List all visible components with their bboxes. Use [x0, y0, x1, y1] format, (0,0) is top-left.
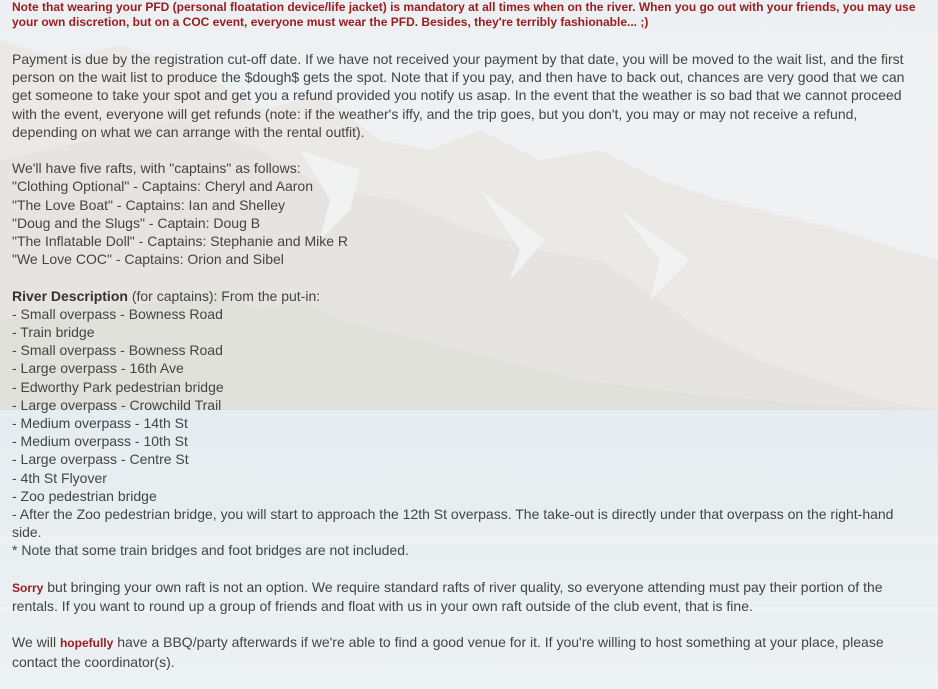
river-landmark-item: - Zoo pedestrian bridge	[12, 487, 157, 504]
river-description-heading-line	[12, 287, 917, 305]
river-description-subheading: (for captains): From the put-in:	[127, 287, 321, 304]
river-landmark-item: - Medium overpass - 14th St	[12, 415, 188, 432]
raft-item: "The Love Boat" - Captains: Ian and Shelley	[12, 196, 285, 213]
raft-policy-paragraph	[12, 578, 917, 615]
party-prefix: We will	[12, 634, 60, 651]
river-landmark-item: - After the Zoo pedestrian bridge, you will start to approach the 12th St overpass. The take-out is directly under that overpass on the right-hand side.	[12, 506, 894, 541]
raft-item: "We Love COC" - Captains: Orion and Sibel	[12, 251, 284, 268]
raft-item: "Clothing Optional" - Captains: Cheryl and Aaron	[12, 178, 313, 195]
river-landmark-item: - Large overpass - Centre St	[12, 451, 189, 468]
raft-item: "The Inflatable Doll" - Captains: Stephanie and Mike R	[12, 233, 349, 250]
river-landmark-item: - Large overpass - Crowchild Trail	[12, 396, 222, 413]
party-paragraph	[12, 633, 917, 670]
river-landmark-item: - Small overpass - Bowness Road	[12, 342, 223, 359]
river-landmark-item: - Large overpass - 16th Ave	[12, 360, 184, 377]
river-description-section	[12, 287, 917, 560]
river-footnote: * Note that some train bridges and foot bridges are not included.	[12, 542, 409, 559]
rafts-intro: We'll have five rafts, with "captains" as follows:	[12, 160, 301, 177]
river-description-heading: River Description	[12, 287, 128, 304]
river-landmark-item: - Edworthy Park pedestrian bridge	[12, 378, 224, 395]
river-landmark-item: - Small overpass - Bowness Road	[12, 305, 223, 322]
raft-policy-text: but bringing your own raft is not an option. We require standard rafts of river quality, so everyone attending must pay their portion of the rentals. If you want to round up a group of friends and float with us in your own raft outside of the club event, that is fine.	[12, 578, 883, 615]
river-landmark-item: - Medium overpass - 10th St	[12, 433, 188, 450]
raft-policy-emphasis: Sorry	[12, 580, 44, 595]
river-landmark-item: - Train bridge	[12, 324, 95, 341]
event-body-text	[12, 50, 917, 689]
pfd-notice: Note that wearing your PFD (personal floatation device/life jacket) is mandatory at all times when on the river. When you go out with your friends, you may use your own discretion, but on a COC event, everyone must wear the PFD. Besides, they're terribly fashionable... ;)	[12, 0, 916, 29]
party-text: have a BBQ/party afterwards if we're able to find a good venue for it. If you're willing to host something at your place, please contact the coordinator(s).	[12, 634, 884, 670]
party-emphasis: hopefully	[59, 636, 114, 651]
rafts-section	[12, 159, 917, 268]
river-landmark-item: - 4th St Flyover	[12, 469, 107, 486]
raft-item: "Doug and the Slugs" - Captain: Doug B	[12, 214, 261, 231]
payment-paragraph: Payment is due by the registration cut-off date. If we have not received your payment by that date, you will be moved to the wait list, and the first person on the wait list to produce the $dough$ gets the spot. Note that if you pay, and then have to back out, chances are very good that we can get someone to take your spot and get you a refund provided you notify us asap. In the event that the weather is so bad that we cannot proceed with the event, everyone will get refunds (note: if the weather's iffy, and the trip goes, but you don't, you may or may not receive a refund, depending on what we can arrange with the rental outfit).	[12, 51, 905, 140]
